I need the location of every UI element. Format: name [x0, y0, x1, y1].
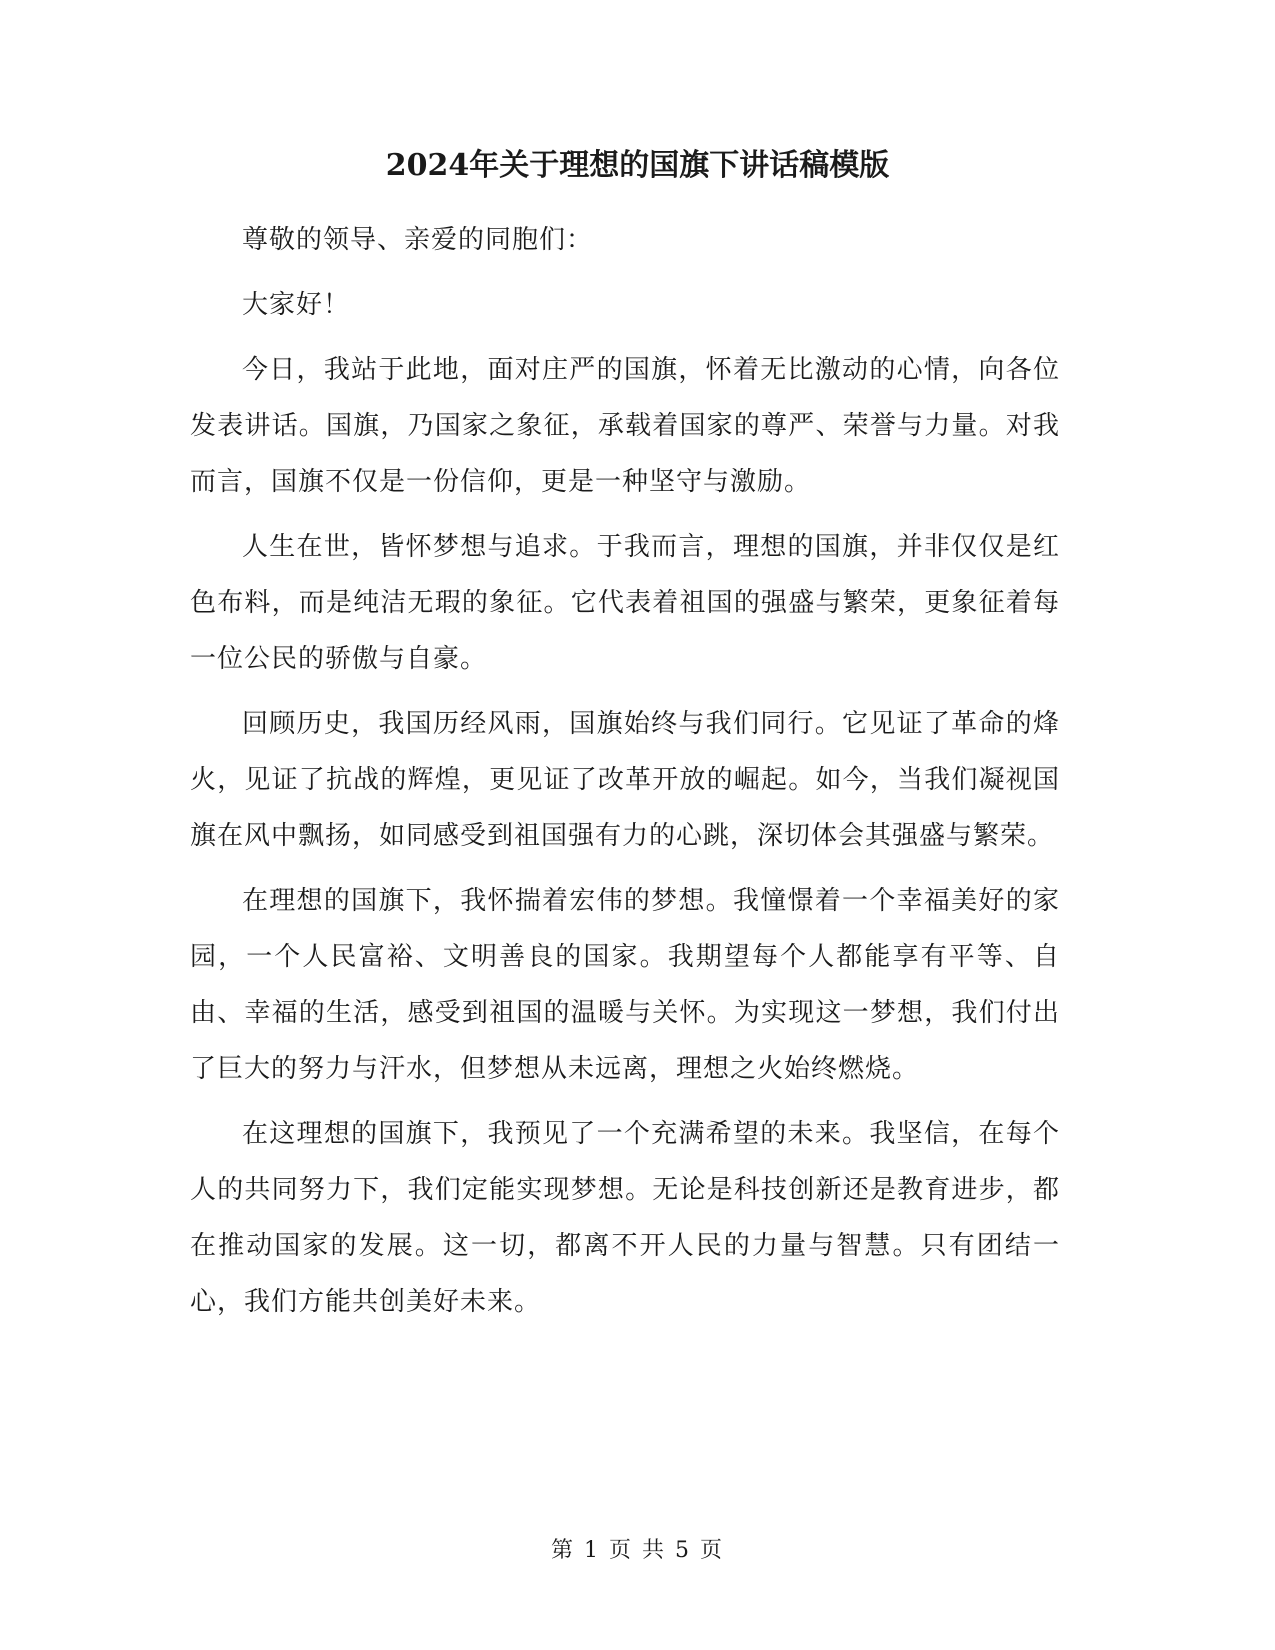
paragraph: 在这理想的国旗下，我预见了一个充满希望的未来。我坚信，在每个人的共同努力下，我们定能实现梦想。无论是科技创新还是教育进步，都在推动国家的发展。这一切，都离不开人民的力量与智慧。只有团结一心，我们方能共创美好未来。 [190, 1119, 1060, 1317]
page-footer [0, 1536, 1275, 1566]
salutation: 尊敬的领导、亲爱的同胞们： [242, 225, 594, 255]
document-title: 2024年关于理想的国旗下讲话稿模版 [385, 148, 890, 183]
paragraph: 回顾历史，我国历经风雨，国旗始终与我们同行。它见证了革命的烽火，见证了抗战的辉煌，更见证了改革开放的崛起。如今，当我们凝视国旗在风中飘扬，如同感受到祖国强有力的心跳，深切体会其强盛与繁荣。 [190, 709, 1060, 851]
paragraph: 在理想的国旗下，我怀揣着宏伟的梦想。我憧憬着一个幸福美好的家园，一个人民富裕、文明善良的国家。我期望每个人都能享有平等、自由、幸福的生活，感受到祖国的温暖与关怀。为实现这一梦想，我们付出了巨大的努力与汗水，但梦想从未远离，理想之火始终燃烧。 [190, 886, 1060, 1084]
document-body [190, 212, 1060, 1339]
greeting: 大家好！ [242, 290, 351, 320]
paragraph: 人生在世，皆怀梦想与追求。于我而言，理想的国旗，并非仅仅是红色布料，而是纯洁无瑕的象征。它代表着祖国的强盛与繁荣，更象征着每一位公民的骄傲与自豪。 [190, 532, 1060, 674]
page-number: 第 1 页 共 5 页 [551, 1538, 724, 1563]
paragraph: 今日，我站于此地，面对庄严的国旗，怀着无比激动的心情，向各位发表讲话。国旗，乃国家之象征，承载着国家的尊严、荣誉与力量。对我而言，国旗不仅是一份信仰，更是一种坚守与激励。 [190, 355, 1060, 497]
